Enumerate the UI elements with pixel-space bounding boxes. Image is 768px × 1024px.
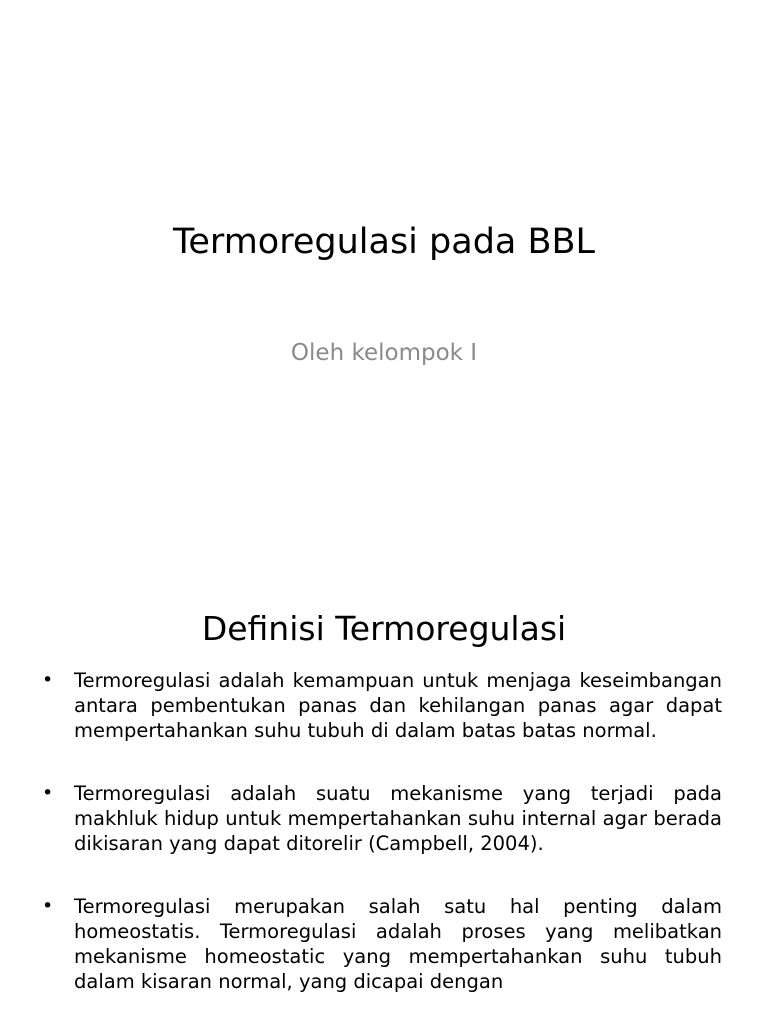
definition-slide [0, 576, 768, 1024]
presentation-title: Termoregulasi pada BBL [172, 222, 596, 262]
presentation-subtitle: Oleh kelompok I [290, 340, 478, 366]
bullet-text: Termoregulasi merupakan salah satu hal penting dalam homeostatis. Termoregulasi adalah proses yang melibatkan mekanisme homeostatic yang mempertahankan suhu tubuh dalam kisaran normal, yang dicapai dengan [74, 895, 722, 993]
list-item [40, 781, 722, 856]
bullet-text: Termoregulasi adalah kemampuan untuk menjaga keseimbangan antara pembentukan panas dan kehilangan panas agar dapat mempertahankan suhu tubuh di dalam batas batas normal. [74, 669, 722, 742]
list-item [40, 668, 722, 743]
bullet-text: Termoregulasi adalah suatu mekanisme yang terjadi pada makhluk hidup untuk mempertahankan suhu internal agar berada dikisaran yang dapat ditorelir (Campbell, 2004). [74, 782, 722, 855]
bullet-list [40, 668, 722, 1024]
list-item [40, 894, 722, 994]
bullet-icon: • [42, 669, 54, 691]
bullet-icon: • [42, 782, 54, 804]
bullet-icon: • [42, 895, 54, 917]
slide-heading: Definisi Termoregulasi [201, 609, 567, 648]
